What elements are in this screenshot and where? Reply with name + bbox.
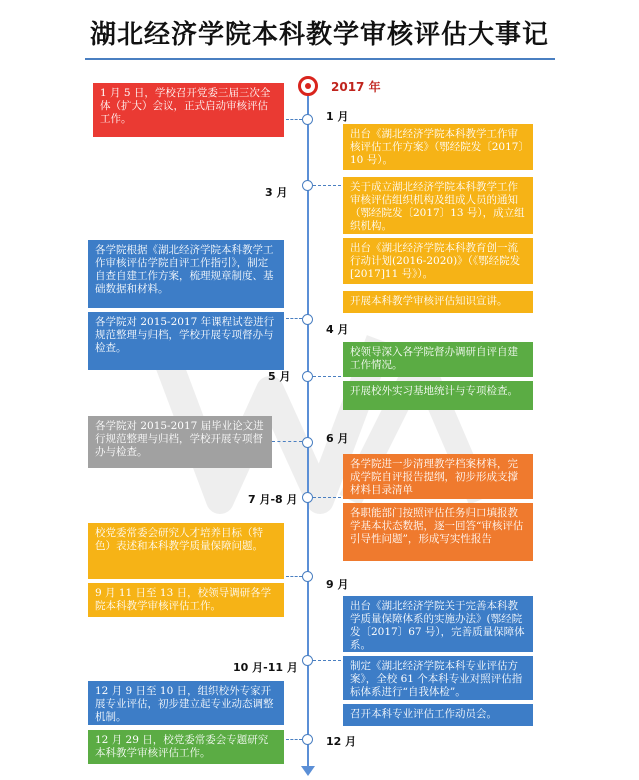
timeline-node — [302, 180, 313, 191]
page-title: 湖北经济学院本科教学审核评估大事记 — [89, 20, 549, 50]
timeline-node — [302, 114, 313, 125]
timeline-node — [302, 655, 313, 666]
month-label: 7 月-8 月 — [248, 493, 298, 506]
connector-line — [286, 576, 302, 577]
event-card: 校党委常委会研究人才培养目标（特色）表述和本科教学质量保障问题。 — [88, 523, 284, 579]
month-label: 5 月 — [268, 370, 291, 383]
connector-line — [286, 318, 302, 319]
event-card: 校领导深入各学院督办调研自评自建工作情况。 — [343, 342, 533, 377]
event-card: 出台《湖北经济学院本科教育创一流行动计划(2016-2020)》（《鄂经院发[2017]11 号》）。 — [343, 238, 533, 284]
timeline-node — [302, 371, 313, 382]
event-card: 12 月 29 日，校党委常委会专题研究本科教学审核评估工作。 — [88, 730, 284, 764]
month-label: 6 月 — [326, 432, 349, 445]
timeline-node — [302, 492, 313, 503]
year-label: 2017 年 — [331, 80, 381, 94]
event-card: 出台《湖北经济学院本科教学工作审核评估工作方案》（鄂经院发〔2017〕10 号）。 — [343, 124, 533, 170]
connector-line — [313, 185, 341, 186]
event-card: 12 月 9 日至 10 日，组织校外专家开展专业评估，初步建立起专业动态调整机制。 — [88, 681, 284, 725]
connector-line — [313, 376, 341, 377]
connector-line — [286, 739, 302, 740]
timeline-node — [302, 314, 313, 325]
event-card: 各学院进一步清理教学档案材料，完成学院自评报告提纲，初步形成支撑材料目录清单 — [343, 454, 533, 499]
connector-line — [286, 119, 302, 120]
event-card: 各学院对 2015-2017 届毕业论文进行规范整理与归档，学校开展专项督办与检查。 — [88, 416, 272, 468]
timeline-node — [302, 437, 313, 448]
timeline-start-marker — [298, 76, 318, 96]
month-label: 3 月 — [265, 186, 288, 199]
month-label: 10 月-11 月 — [233, 661, 298, 674]
event-card: 出台《湖北经济学院关于完善本科教学质量保障体系的实施办法》(鄂经院发〔2017〕67 号），完善质量保障体系。 — [343, 596, 533, 652]
month-label: 9 月 — [326, 578, 349, 591]
month-label: 12 月 — [326, 735, 357, 748]
title-underline — [85, 58, 555, 60]
event-card: 9 月 11 日至 13 日，校领导调研各学院本科教学审核评估工作。 — [88, 583, 284, 617]
connector-line — [272, 441, 302, 442]
event-card: 关于成立湖北经济学院本科教学工作审核评估组织机构及组成人员的通知（鄂经院发〔2017〕13 号），成立组织机构。 — [343, 177, 533, 234]
month-label: 4 月 — [326, 323, 349, 336]
timeline-arrow-icon — [301, 766, 315, 776]
event-card: 各学院对 2015-2017 年课程试卷进行规范整理与归档，学校开展专项督办与检查。 — [88, 312, 284, 370]
event-card: 1 月 5 日，学校召开党委三届三次全体（扩大）会议，正式启动审核评估工作。 — [93, 83, 284, 137]
connector-line — [313, 660, 341, 661]
event-card: 开展本科教学审核评估知识宣讲。 — [343, 291, 533, 313]
event-card: 各学院根据《湖北经济学院本科教学工作审核评估学院自评工作指引》，制定自查自建工作方案，梳理规章制度、基础数据和材料。 — [88, 240, 284, 308]
event-card: 各职能部门按照评估任务归口填报教学基本状态数据，逐一回答“审核评估引导性问题”，形成写实性报告 — [343, 503, 533, 561]
connector-line — [313, 497, 341, 498]
event-card: 开展校外实习基地统计与专项检查。 — [343, 381, 533, 410]
event-card: 制定《湖北经济学院本科专业评估方案》，全校 61 个本科专业对照评估指标体系进行“自我体检”。 — [343, 656, 533, 700]
event-card: 召开本科专业评估工作动员会。 — [343, 704, 533, 726]
month-label: 1 月 — [326, 110, 349, 123]
timeline-node — [302, 571, 313, 582]
timeline-node — [302, 734, 313, 745]
